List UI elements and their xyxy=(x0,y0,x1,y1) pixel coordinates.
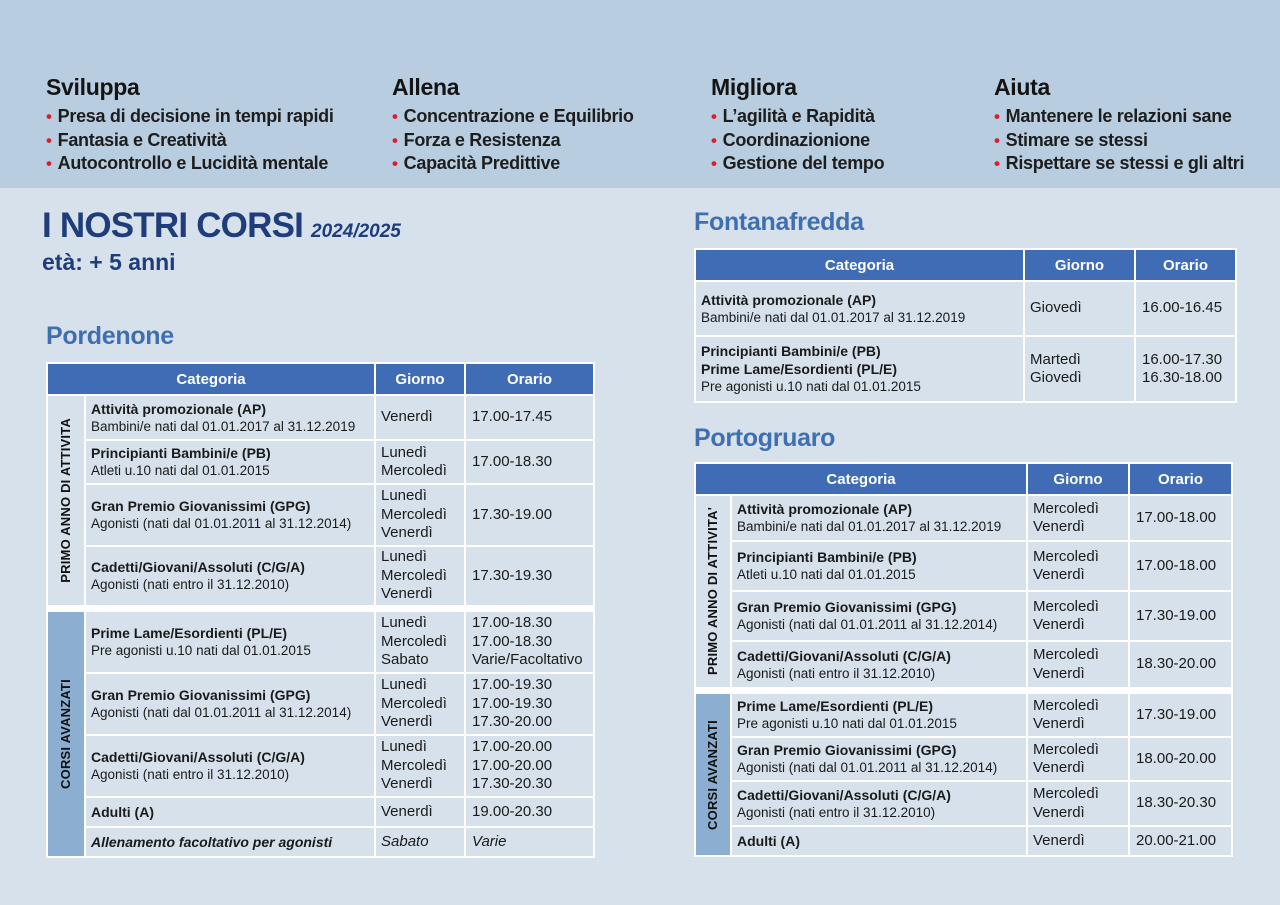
header-orario: Orario xyxy=(1135,249,1236,281)
benefit-item: • Concentrazione e Equilibrio xyxy=(392,105,634,129)
day-cell: Mercoledì Venerdì xyxy=(1027,641,1129,688)
day-cell: Mercoledì Venerdì xyxy=(1027,591,1129,641)
time-cell: Varie xyxy=(465,827,594,857)
day-cell: Venerdì xyxy=(375,395,465,440)
table-row xyxy=(695,781,1232,826)
day-cell: Venerdì xyxy=(1027,826,1129,856)
course-name: Adulti (A) xyxy=(737,833,800,849)
table-row xyxy=(47,797,594,827)
day-cell: Mercoledì Venerdì xyxy=(1027,737,1129,781)
course-name: Cadetti/Giovani/Assoluti (C/G/A) xyxy=(91,749,305,765)
benefit-title: Migliora xyxy=(711,74,797,100)
header-giorno: Giorno xyxy=(375,363,465,395)
course-description: Agonisti (nati entro il 31.12.2010) xyxy=(91,767,290,782)
course-name: Principianti Bambini/e (PB) xyxy=(91,445,271,461)
benefit-item: • Mantenere le relazioni sane xyxy=(994,105,1244,129)
category-cell xyxy=(695,281,1024,336)
table-row xyxy=(695,641,1232,688)
category-cell xyxy=(85,440,375,484)
day-cell: Mercoledì Venerdì xyxy=(1027,781,1129,826)
header-orario: Orario xyxy=(1129,463,1232,495)
time-cell: 17.00-17.45 xyxy=(465,395,594,440)
table-row xyxy=(47,673,594,735)
course-name: Gran Premio Giovanissimi (GPG) xyxy=(91,498,311,514)
time-cell: 17.30-19.00 xyxy=(465,484,594,546)
benefit-item: • Rispettare se stessi e gli altri xyxy=(994,152,1244,176)
course-description: Pre agonisti u.10 nati dal 01.01.2015 xyxy=(91,643,311,658)
benefit-title: Aiuta xyxy=(994,74,1051,100)
benefit-title: Allena xyxy=(392,74,460,100)
category-cell xyxy=(731,495,1027,541)
time-cell: 18.30-20.30 xyxy=(1129,781,1232,826)
category-cell xyxy=(731,591,1027,641)
course-name: Prime Lame/Esordienti (PL/E) xyxy=(91,625,288,641)
page-title xyxy=(42,206,401,246)
table-row xyxy=(695,826,1232,856)
course-name: Adulti (A) xyxy=(91,804,154,820)
benefit-sviluppa xyxy=(46,74,334,176)
category-cell xyxy=(695,336,1024,402)
course-description: Atleti u.10 nati dal 01.01.2015 xyxy=(91,463,270,478)
course-description: Agonisti (nati dal 01.01.2011 al 31.12.2014) xyxy=(91,705,352,720)
table-row xyxy=(47,440,594,484)
group-label-cell xyxy=(695,693,731,856)
table-row xyxy=(47,827,594,857)
course-description: Bambini/e nati dal 01.01.2017 al 31.12.2019 xyxy=(737,519,1002,534)
day-cell: Lunedì Mercoledì Venerdì xyxy=(375,484,465,546)
group-label: CORSI AVANZATI xyxy=(58,679,73,789)
table-row xyxy=(695,495,1232,541)
course-description: Agonisti (nati dal 01.01.2011 al 31.12.2014) xyxy=(91,516,352,531)
time-cell: 18.00-20.00 xyxy=(1129,737,1232,781)
table-row xyxy=(47,395,594,440)
time-cell: 16.00-16.45 xyxy=(1135,281,1236,336)
table-row xyxy=(695,336,1236,402)
course-description: Pre agonisti u.10 nati dal 01.01.2015 xyxy=(701,379,921,394)
course-description: Agonisti (nati entro il 31.12.2010) xyxy=(91,577,290,592)
day-cell: Mercoledì Venerdì xyxy=(1027,541,1129,591)
course-description: Pre agonisti u.10 nati dal 01.01.2015 xyxy=(737,716,957,731)
header-giorno: Giorno xyxy=(1024,249,1135,281)
age-requirement: età: + 5 anni xyxy=(42,249,176,275)
schedule-table-portogruaro xyxy=(694,462,1233,857)
header-categoria: Categoria xyxy=(47,363,375,395)
course-name: Cadetti/Giovani/Assoluti (C/G/A) xyxy=(737,786,951,803)
course-name: Gran Premio Giovanissimi (GPG) xyxy=(91,687,311,703)
benefit-item: • L’agilità e Rapidità xyxy=(711,105,884,129)
benefit-item: • Presa di decisione in tempi rapidi xyxy=(46,105,334,129)
day-cell: Mercoledì Venerdì xyxy=(1027,693,1129,737)
day-cell: Lunedì Mercoledì Venerdì xyxy=(375,673,465,735)
time-cell: 20.00-21.00 xyxy=(1129,826,1232,856)
table-row xyxy=(47,546,594,606)
time-cell: 17.00-19.30 17.00-19.30 17.30-20.00 xyxy=(465,673,594,735)
category-cell xyxy=(85,611,375,673)
benefit-item: • Forza e Resistenza xyxy=(392,129,634,153)
course-name: Allenamento facoltativo per agonisti xyxy=(91,834,333,850)
category-cell xyxy=(85,395,375,440)
time-cell: 17.00-18.30 xyxy=(465,440,594,484)
table-row xyxy=(47,735,594,797)
course-name: Attività promozionale (AP) xyxy=(91,400,267,417)
group-label: CORSI AVANZATI xyxy=(705,719,720,830)
time-cell: 19.00-20.30 xyxy=(465,797,594,827)
schedule-table-fontanafredda xyxy=(694,248,1237,403)
time-cell: 17.00-20.00 17.00-20.00 17.30-20.30 xyxy=(465,735,594,797)
table-row xyxy=(47,611,594,673)
time-cell: 16.00-17.30 16.30-18.00 xyxy=(1135,336,1236,402)
page-title-text: I NOSTRI CORSI xyxy=(42,206,304,245)
benefit-item: • Gestione del tempo xyxy=(711,152,884,176)
location-title-pordenone: Pordenone xyxy=(46,322,174,350)
header-categoria: Categoria xyxy=(695,249,1024,281)
day-cell: Martedì Giovedì xyxy=(1024,336,1135,402)
day-cell: Sabato xyxy=(375,827,465,857)
season-year: 2024/2025 xyxy=(311,221,401,242)
course-description: Bambini/e nati dal 01.01.2017 al 31.12.2019 xyxy=(91,418,356,434)
category-cell xyxy=(731,826,1027,856)
course-description: Agonisti (nati entro il 31.12.2010) xyxy=(737,804,936,820)
location-title-portogruaro: Portogruaro xyxy=(694,424,836,452)
course-name: Cadetti/Giovani/Assoluti (C/G/A) xyxy=(737,647,951,664)
header-orario: Orario xyxy=(465,363,594,395)
group-label-cell xyxy=(695,495,731,688)
table-row xyxy=(695,693,1232,737)
group-label-cell xyxy=(47,611,85,857)
category-cell xyxy=(85,673,375,735)
time-cell: 17.30-19.00 xyxy=(1129,591,1232,641)
group-label: PRIMO ANNO DI ATTIVITA xyxy=(58,418,73,583)
category-cell xyxy=(731,781,1027,826)
time-cell: 18.30-20.00 xyxy=(1129,641,1232,688)
course-name: Attività promozionale (AP) xyxy=(737,501,913,517)
course-description: Bambini/e nati dal 01.01.2017 al 31.12.2019 xyxy=(701,309,966,325)
category-cell xyxy=(731,541,1027,591)
category-cell xyxy=(85,735,375,797)
benefit-allena xyxy=(392,74,634,176)
time-cell: 17.30-19.30 xyxy=(465,546,594,606)
category-cell xyxy=(731,693,1027,737)
category-cell xyxy=(85,546,375,606)
table-row xyxy=(695,541,1232,591)
course-description: Agonisti (nati dal 01.01.2011 al 31.12.2014) xyxy=(737,760,998,775)
course-name: Gran Premio Giovanissimi (GPG) xyxy=(737,599,957,615)
group-label-cell xyxy=(47,395,85,606)
category-cell xyxy=(85,484,375,546)
category-cell xyxy=(85,797,375,827)
day-cell: Mercoledì Venerdì xyxy=(1027,495,1129,541)
day-cell: Lunedì Mercoledì Venerdì xyxy=(375,735,465,797)
schedule-table-pordenone xyxy=(46,362,595,858)
benefit-item: • Coordinazionione xyxy=(711,129,884,153)
time-cell: 17.00-18.30 17.00-18.30 Varie/Facoltativo xyxy=(465,611,594,673)
category-cell xyxy=(85,827,375,857)
course-description: Agonisti (nati dal 01.01.2011 al 31.12.2014) xyxy=(737,617,998,632)
benefit-title: Sviluppa xyxy=(46,74,140,100)
course-name: Cadetti/Giovani/Assoluti (C/G/A) xyxy=(91,559,305,575)
location-title-fontanafredda: Fontanafredda xyxy=(694,208,864,236)
table-row xyxy=(695,591,1232,641)
course-description: Atleti u.10 nati dal 01.01.2015 xyxy=(737,567,916,582)
time-cell: 17.00-18.00 xyxy=(1129,541,1232,591)
course-description: Agonisti (nati entro il 31.12.2010) xyxy=(737,665,936,681)
day-cell: Lunedì Mercoledì Venerdì xyxy=(375,546,465,606)
category-cell xyxy=(731,737,1027,781)
header-categoria: Categoria xyxy=(695,463,1027,495)
benefit-item: • Stimare se stessi xyxy=(994,129,1244,153)
header-giorno: Giorno xyxy=(1027,463,1129,495)
course-name: Attività promozionale (AP) xyxy=(701,291,877,308)
benefit-item: • Autocontrollo e Lucidità mentale xyxy=(46,152,334,176)
day-cell: Venerdì xyxy=(375,797,465,827)
course-name: Gran Premio Giovanissimi (GPG) xyxy=(737,742,957,758)
course-name: Principianti Bambini/e (PB) xyxy=(737,549,917,565)
day-cell: Lunedì Mercoledì Sabato xyxy=(375,611,465,673)
benefit-item: • Capacità Predittive xyxy=(392,152,634,176)
table-row xyxy=(695,281,1236,336)
time-cell: 17.00-18.00 xyxy=(1129,495,1232,541)
benefit-migliora xyxy=(711,74,884,176)
day-cell: Lunedì Mercoledì xyxy=(375,440,465,484)
table-row xyxy=(47,484,594,546)
benefit-aiuta xyxy=(994,74,1244,176)
benefit-item: • Fantasia e Creatività xyxy=(46,129,334,153)
course-name: Prime Lame/Esordienti (PL/E) xyxy=(737,698,934,714)
category-cell xyxy=(731,641,1027,688)
course-name: Principianti Bambini/e (PB) Prime Lame/Esordienti (PL/E) xyxy=(701,343,898,377)
day-cell: Giovedì xyxy=(1024,281,1135,336)
time-cell: 17.30-19.00 xyxy=(1129,693,1232,737)
group-label: PRIMO ANNO DI ATTIVITA' xyxy=(705,507,720,676)
table-row xyxy=(695,737,1232,781)
